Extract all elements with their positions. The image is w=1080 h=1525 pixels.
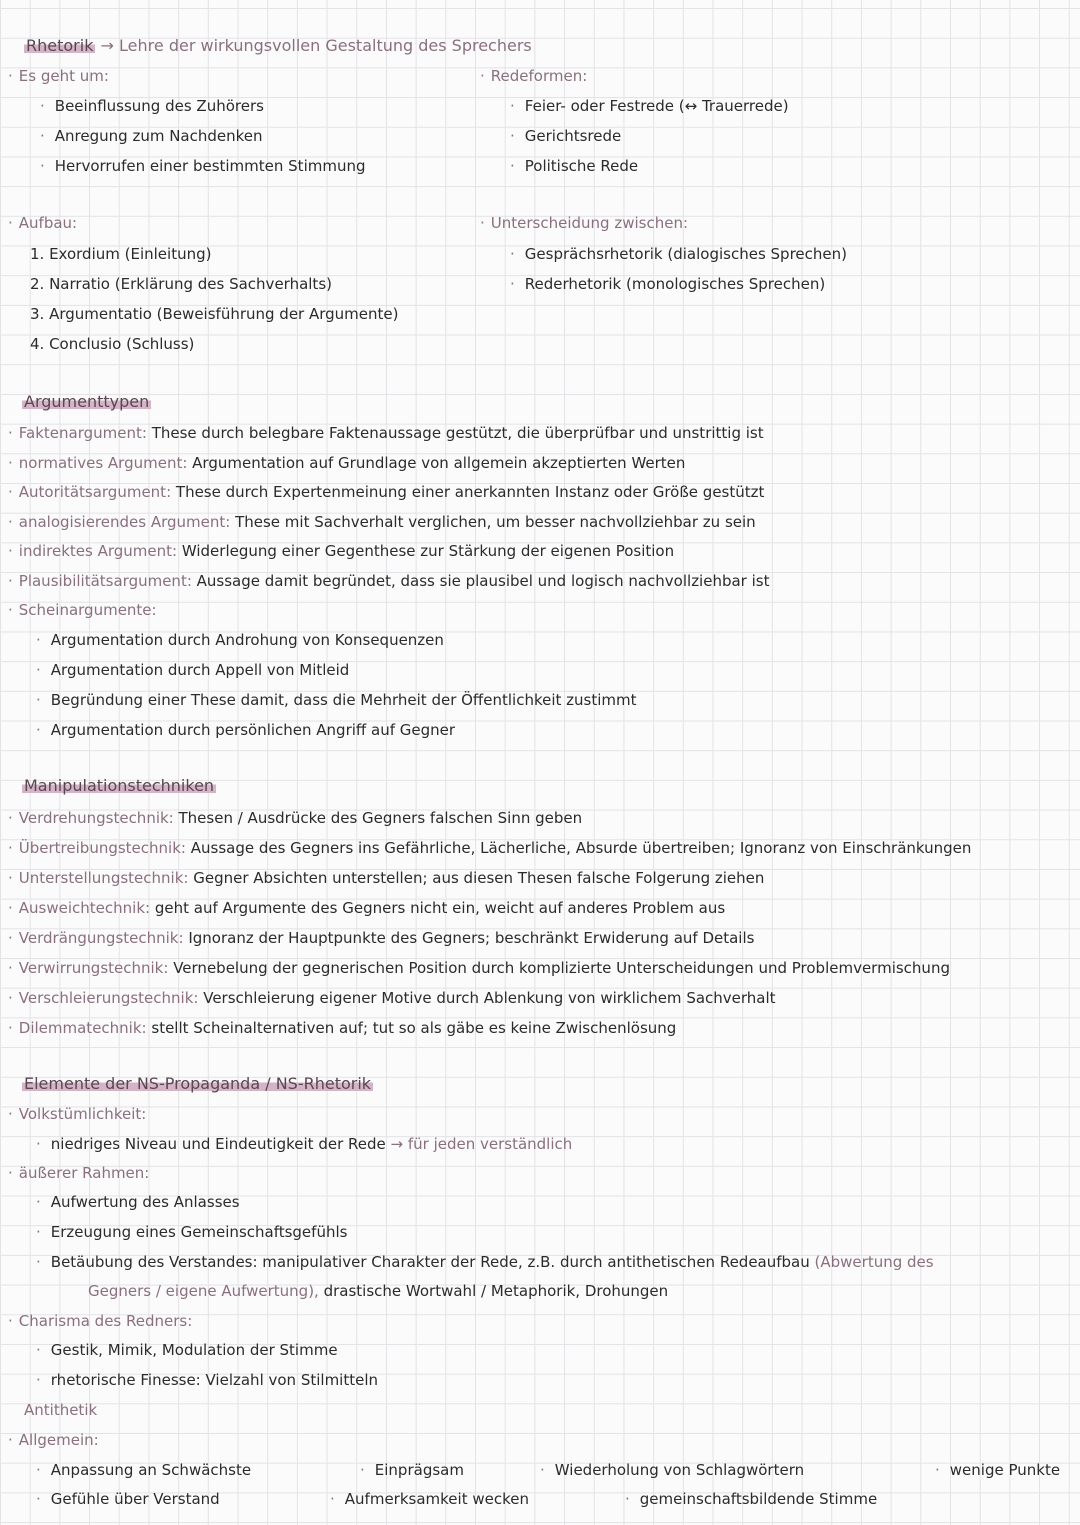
charisma-label: · Charisma des Redners: xyxy=(8,1312,193,1330)
allgemein-item: · gemeinschaftsbildende Stimme xyxy=(625,1490,878,1508)
manipulationstechnik-text: Vernebelung der gegnerischen Position durch komplizierte Unterscheidungen und Problemvermischung xyxy=(173,959,950,977)
argumenttypen-heading xyxy=(22,392,151,412)
argumenttyp-text: Aussage damit begründet, dass sie plausibel und logisch nachvollziehbar ist xyxy=(196,571,770,590)
manipulationstechnik-text: Ignoranz der Hauptpunkte des Gegners; beschränkt Erwiderung auf Details xyxy=(188,929,755,947)
manipulationstechnik-row: · Verschleierungstechnik: Verschleierung eigener Motive durch Ablenkung von wirklichem Sachverhalt xyxy=(8,989,776,1007)
redeformen-item: · Feier- oder Festrede (↔ Trauerrede) xyxy=(510,97,789,115)
redeformen-item: · Politische Rede xyxy=(510,157,639,175)
rahmen-item: · Erzeugung eines Gemeinschaftsgefühls xyxy=(36,1223,348,1241)
argumenttyp-term: Autoritätsargument: xyxy=(18,483,172,501)
argumenttyp-text: These durch Expertenmeinung einer anerkannten Instanz oder Größe gestützt xyxy=(175,483,765,501)
scheinargument-item: · Argumentation durch Androhung von Konsequenzen xyxy=(36,631,444,649)
aufbau-item: 2. Narratio (Erklärung des Sachverhalts) xyxy=(30,275,332,293)
manipulationstechnik-term: Verdrängungstechnik: xyxy=(18,929,184,947)
argumenttyp-term: analogisierendes Argument: xyxy=(18,512,231,531)
manipulationstechnik-term: Verdrehungstechnik: xyxy=(18,809,174,827)
allgemein-item: · Einprägsam xyxy=(360,1461,464,1479)
rahmen-item-betaeubung: · Betäubung des Verstandes: manipulativer Charakter der Rede, z.B. durch antithetischen Redeaufbau (Abwertung des xyxy=(36,1253,934,1271)
argumenttyp-text: Widerlegung einer Gegenthese zur Stärkung der eigenen Position xyxy=(181,542,675,560)
manipulationstechnik-term: Ausweichtechnik: xyxy=(18,899,151,917)
manipulationstechnik-row: · Ausweichtechnik: geht auf Argumente des Gegners nicht ein, weicht auf anderes Problem aus xyxy=(8,899,726,917)
volkstuemlichkeit-note: → für jeden verständlich xyxy=(390,1135,573,1153)
manipulationstechnik-text: Gegner Absichten unterstellen; aus diesen Thesen falsche Folgerung ziehen xyxy=(193,869,765,887)
argumenttyp-text: These durch belegbare Faktenaussage gestützt, die überprüfbar und unstrittig ist xyxy=(151,424,764,442)
unterscheidung-item: · Gesprächsrhetorik (dialogisches Sprechen) xyxy=(510,245,847,263)
scheinargumente-label: · Scheinargumente: xyxy=(8,601,157,619)
argumenttyp-term: Faktenargument: xyxy=(18,424,147,442)
manipulationstechnik-text: Verschleierung eigener Motive durch Ablenkung von wirklichem Sachverhalt xyxy=(203,989,776,1007)
es-geht-um-label: · Es geht um: xyxy=(8,67,109,85)
argumenttyp-row: · Faktenargument: These durch belegbare Faktenaussage gestützt, die überprüfbar und unstrittig ist xyxy=(8,424,764,442)
aufbau-item: 4. Conclusio (Schluss) xyxy=(30,335,195,353)
argumenttyp-text: These mit Sachverhalt verglichen, um besser nachvollziehbar zu sein xyxy=(235,512,756,531)
manipulationstechnik-term: Unterstellungstechnik: xyxy=(18,869,189,887)
volkstuemlichkeit-label: · Volkstümlichkeit: xyxy=(8,1105,147,1123)
manipulationstechnik-row: · Verdrehungstechnik: Thesen / Ausdrücke des Gegners falschen Sinn geben xyxy=(8,809,583,827)
charisma-item: · rhetorische Finesse: Vielzahl von Stilmitteln xyxy=(36,1371,379,1389)
ns-title: Elemente der NS-Propaganda / NS-Rhetorik xyxy=(24,1074,372,1093)
redeformen-label: · Redeformen: xyxy=(480,67,588,85)
manipulationstechnik-term: Verschleierungstechnik: xyxy=(18,989,199,1007)
unterscheidung-item: · Rederhetorik (monologisches Sprechen) xyxy=(510,275,826,293)
manipulationstechnik-term: Verwirrungstechnik: xyxy=(18,959,169,977)
rahmen-item-betaeubung-cont: Gegners / eigene Aufwertung), drastische Wortwahl / Metaphorik, Drohungen xyxy=(88,1282,669,1300)
argumenttyp-text: Argumentation auf Grundlage von allgemein akzeptierten Werten xyxy=(192,453,686,472)
rahmen-item: · Aufwertung des Anlasses xyxy=(36,1193,240,1211)
argumenttyp-row: · Plausibilitätsargument: Aussage damit begründet, dass sie plausibel und logisch nachvollziehbar ist xyxy=(8,571,770,590)
ns-heading xyxy=(22,1074,373,1094)
manipulationstechnik-row: · Unterstellungstechnik: Gegner Absichten unterstellen; aus diesen Thesen falsche Folgerung ziehen xyxy=(8,869,765,887)
allgemein-item: · Wiederholung von Schlagwörtern xyxy=(540,1461,805,1479)
allgemein-item: · Anpassung an Schwächste xyxy=(36,1461,252,1479)
argumenttyp-term: indirektes Argument: xyxy=(18,542,178,560)
manipulationstechnik-term: Übertreibungstechnik: xyxy=(18,839,186,857)
aufbau-item: 1. Exordium (Einleitung) xyxy=(30,245,212,263)
allgemein-item: · Gefühle über Verstand xyxy=(36,1490,220,1508)
aufbau-label: · Aufbau: xyxy=(8,214,78,232)
manipulationstechnik-text: Thesen / Ausdrücke des Gegners falschen Sinn geben xyxy=(178,809,583,827)
argumenttyp-term: normatives Argument: xyxy=(18,453,188,472)
argumenttypen-title: Argumenttypen xyxy=(24,392,150,411)
charisma-item: · Gestik, Mimik, Modulation der Stimme xyxy=(36,1341,338,1359)
manipulationstechnik-text: stellt Scheinalternativen auf; tut so als gäbe es keine Zwischenlösung xyxy=(151,1019,677,1037)
argumenttyp-row: · analogisierendes Argument: These mit Sachverhalt verglichen, um besser nachvollziehbar zu sein xyxy=(8,512,756,531)
unterscheidung-label: · Unterscheidung zwischen: xyxy=(480,214,689,232)
manipulationstechnik-term: Dilemmatechnik: xyxy=(18,1019,147,1037)
manipulationstechnik-row: · Dilemmatechnik: stellt Scheinalternativen auf; tut so als gäbe es keine Zwischenlösung xyxy=(8,1019,677,1037)
allgemein-item: · wenige Punkte xyxy=(935,1461,1061,1479)
allgemein-label: · Allgemein: xyxy=(8,1431,99,1449)
scheinargument-item: · Argumentation durch persönlichen Angriff auf Gegner xyxy=(36,721,456,739)
es-geht-um-item: · Beeinflussung des Zuhörers xyxy=(40,97,264,115)
volkstuemlichkeit-item: · niedriges Niveau und Eindeutigkeit der Rede → für jeden verständlich xyxy=(36,1135,573,1153)
argumenttyp-row: · normatives Argument: Argumentation auf Grundlage von allgemein akzeptierten Werten xyxy=(8,453,686,472)
manipulationstechnik-row: · Verdrängungstechnik: Ignoranz der Hauptpunkte des Gegners; beschränkt Erwiderung auf Details xyxy=(8,929,755,947)
manipulationstechnik-row: · Verwirrungstechnik: Vernebelung der gegnerischen Position durch komplizierte Unterscheidungen und Problemvermischung xyxy=(8,959,950,977)
scheinargument-item: · Begründung einer These damit, dass die Mehrheit der Öffentlichkeit zustimmt xyxy=(36,691,637,709)
es-geht-um-item: · Anregung zum Nachdenken xyxy=(40,127,263,145)
rhetorik-heading-line xyxy=(24,36,532,56)
manipulation-heading xyxy=(22,776,216,796)
manipulation-title: Manipulationstechniken xyxy=(24,776,215,795)
manipulationstechnik-row: · Übertreibungstechnik: Aussage des Gegners ins Gefährliche, Lächerliche, Absurde übertreiben; Ignoranz von Einschränkungen xyxy=(8,839,972,857)
rhetorik-title: Rhetorik xyxy=(26,36,94,55)
rahmen-label: · äußerer Rahmen: xyxy=(8,1164,150,1182)
scheinargument-item: · Argumentation durch Appell von Mitleid xyxy=(36,661,350,679)
manipulationstechnik-text: geht auf Argumente des Gegners nicht ein, weicht auf anderes Problem aus xyxy=(154,899,726,917)
argumenttyp-row: · indirektes Argument: Widerlegung einer Gegenthese zur Stärkung der eigenen Position xyxy=(8,542,675,560)
manipulationstechnik-text: Aussage des Gegners ins Gefährliche, Lächerliche, Absurde übertreiben; Ignoranz von Einschränkungen xyxy=(190,839,972,857)
antithetik-label: Antithetik xyxy=(24,1401,98,1419)
allgemein-item: · Aufmerksamkeit wecken xyxy=(330,1490,529,1508)
aufbau-item: 3. Argumentatio (Beweisführung der Argumente) xyxy=(30,305,399,323)
es-geht-um-item: · Hervorrufen einer bestimmten Stimmung xyxy=(40,157,366,175)
argumenttyp-row: · Autoritätsargument: These durch Expertenmeinung einer anerkannten Instanz oder Größe gestützt xyxy=(8,483,765,501)
rhetorik-definition: → Lehre der wirkungsvollen Gestaltung des Sprechers xyxy=(100,36,532,55)
redeformen-item: · Gerichtsrede xyxy=(510,127,622,145)
argumenttyp-term: Plausibilitätsargument: xyxy=(18,571,192,590)
